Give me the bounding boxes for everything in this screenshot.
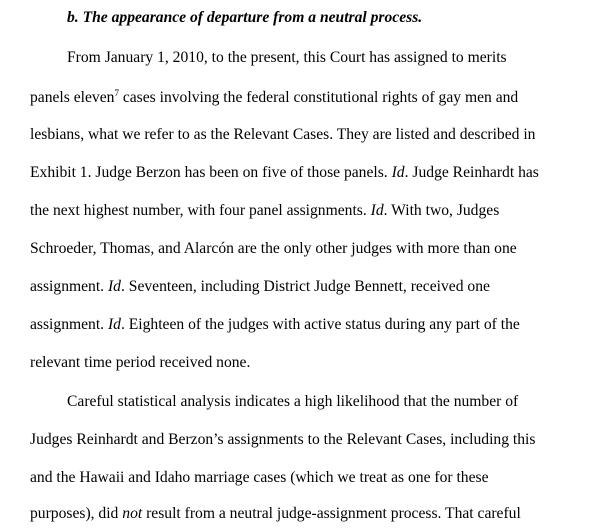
text-run: . Eighteen of the judges with active status during any part of the [120,316,520,333]
paragraph-1-line-7 [30,277,490,297]
text-run: lesbians, what we refer to as the Relevant Cases. They are listed and described in [30,126,536,143]
paragraph-1-line-5 [30,201,499,221]
emphasis-not: not [122,505,143,522]
text-run: . With two, Judges [383,202,500,219]
paragraph-1-line-1 [67,48,507,68]
text-run: cases involving the federal constitutional rights of gay men and [118,89,519,106]
paragraph-2-line-3 [30,468,489,488]
paragraph-1-line-8 [30,315,520,335]
text-run: From January 1, 2010, to the present, this Court has assigned to merits [67,49,507,66]
text-run: Schroeder, Thomas, and Alarcón are the only other judges with more than one [30,240,517,257]
paragraph-1-line-2 [30,88,518,109]
paragraph-2-line-2 [30,430,535,450]
citation-id: Id [107,278,121,295]
footnote-reference[interactable]: 7 [114,88,119,98]
text-run: and the Hawaii and Idaho marriage cases (which we treat as one for these [30,469,489,486]
paragraph-1-line-9 [30,353,250,373]
text-run: purposes), did [30,505,123,522]
paragraph-1-line-6 [30,239,517,259]
paragraph-1-line-3 [30,125,535,145]
paragraph-2-line-4 [30,504,521,524]
citation-id: Id [370,202,384,219]
text-run: . Judge Reinhardt has [404,164,539,181]
text-run: assignment. [30,316,108,333]
text-run: result from a neutral judge-assignment process. That careful [142,505,521,522]
section-heading: b. The appearance of departure from a neutral process. [67,9,423,26]
text-run: the next highest number, with four panel assignments. [30,202,371,219]
paragraph-1-line-4 [30,163,539,183]
text-run: . Seventeen, including District Judge Bennett, received one [120,278,490,295]
text-run: relevant time period received none. [30,354,251,371]
text-run: Judges Reinhardt and Berzon’s assignments to the Relevant Cases, including this [30,431,536,448]
citation-id: Id [107,316,121,333]
paragraph-2-line-1 [67,392,518,412]
text-run: Exhibit 1. Judge Berzon has been on five of those panels. [30,164,392,181]
text-run: Careful statistical analysis indicates a high likelihood that the number of [67,393,519,410]
text-run: panels eleven [30,89,115,106]
citation-id: Id [391,164,405,181]
text-run: assignment. [30,278,108,295]
